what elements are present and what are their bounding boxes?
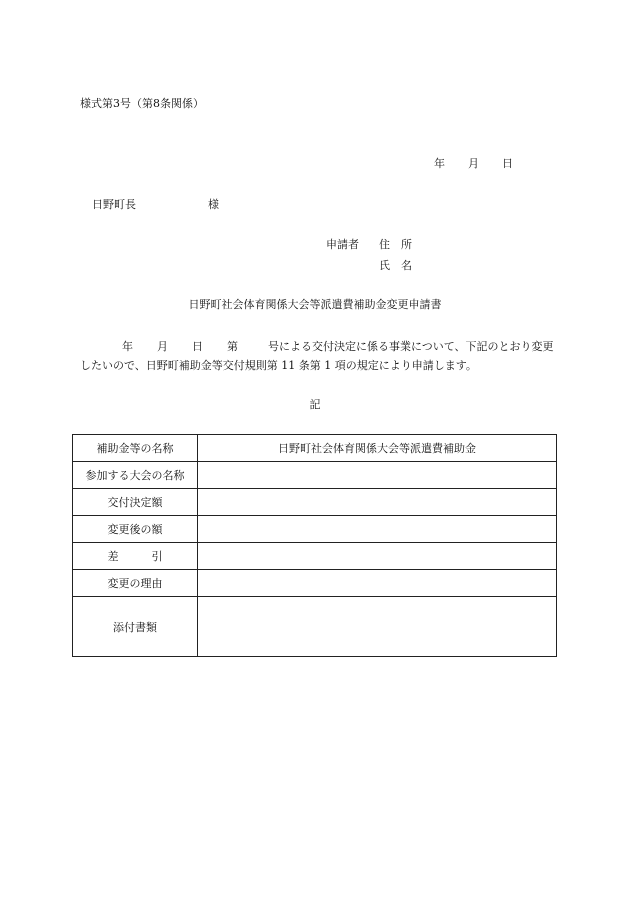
row-label: 変更の理由 [73,570,198,597]
row-value [198,489,557,516]
date-month: 月 [468,157,479,170]
row-label: 参加する大会の名称 [73,462,198,489]
row-label: 差 引 [73,543,198,570]
applicant-address-label: 住 所 [379,238,412,251]
addressee-name: 日野町長 [92,198,136,211]
table-row [73,435,557,462]
applicant-address-line [326,238,412,252]
row-label: 変更後の額 [73,516,198,543]
applicant-label: 申請者 [326,238,359,251]
body-year: 年 [122,340,133,353]
date-year: 年 [434,157,445,170]
row-label: 補助金等の名称 [73,435,198,462]
table-row [73,597,557,657]
row-value [198,462,557,489]
table-row [73,570,557,597]
form-number: 様式第3号（第8条関係） [80,97,204,110]
row-label: 交付決定額 [73,489,198,516]
row-value: 日野町社会体育関係大会等派遣費補助金 [198,435,557,462]
body-month: 月 [157,340,168,353]
row-value [198,597,557,657]
body-day: 日 [192,340,203,353]
row-value [198,516,557,543]
applicant-name-label: 氏 名 [379,259,412,272]
document-title: 日野町社会体育関係大会等派遣費補助金変更申請書 [188,298,442,311]
addressee [92,198,219,212]
date-line [434,157,513,171]
date-day: 日 [502,157,513,170]
row-label: 添付書類 [73,597,198,657]
row-value [198,570,557,597]
table-row [73,489,557,516]
table-row [73,462,557,489]
row-value [198,543,557,570]
addressee-honorific: 様 [208,198,219,211]
table-row [73,516,557,543]
body-paragraph [80,337,555,375]
detail-table [72,434,557,657]
table-row [73,543,557,570]
body-text: 号による交付決定に係る事業について、下記のとおり変更したいので、日野町補助金等交付規則第 11 条第 1 項の規定により申請します。 [80,340,554,372]
body-number-label: 第 [227,340,238,353]
ki-heading: 記 [309,398,321,411]
